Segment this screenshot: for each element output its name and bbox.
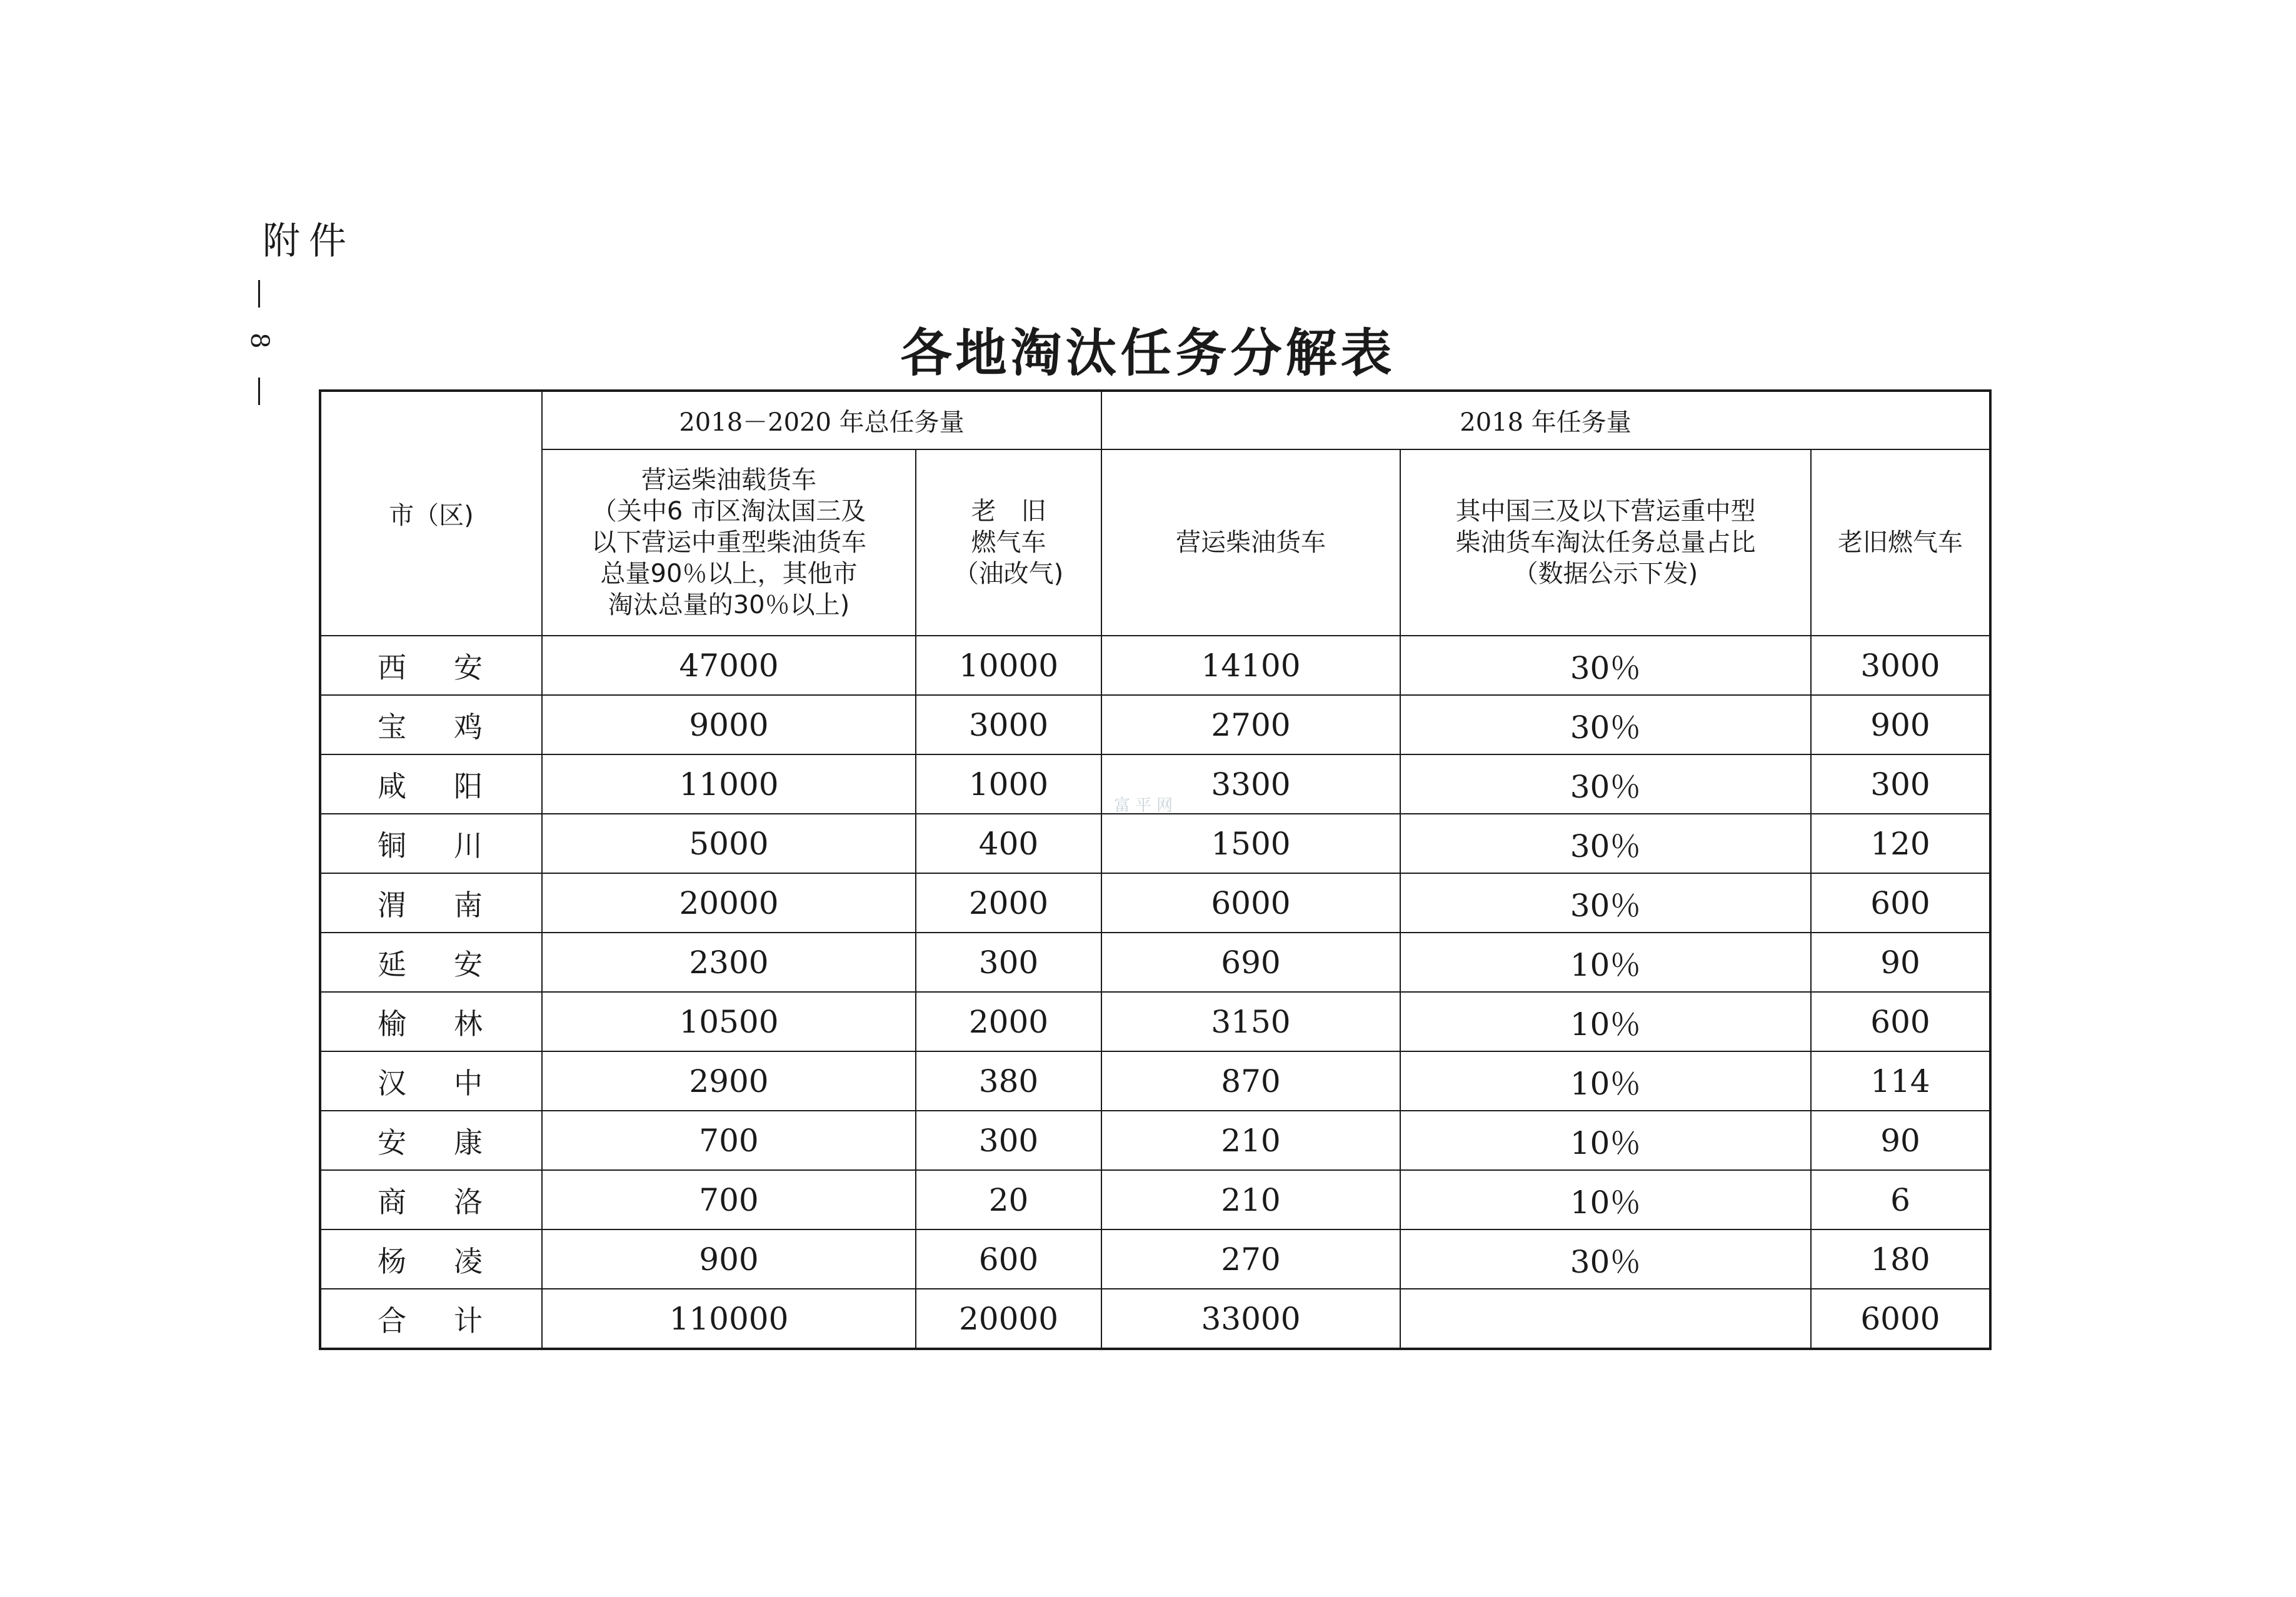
watermark: 富平网	[1114, 796, 1178, 815]
cell-diesel-2018: 210	[1101, 1170, 1400, 1229]
cell-ratio: 30％	[1400, 814, 1811, 873]
cell-gas-2018: 3000	[1811, 636, 1990, 695]
cell-ratio: 30％	[1400, 695, 1811, 754]
header-line: 燃气车	[971, 528, 1046, 557]
table-row	[320, 992, 1990, 1051]
cell-diesel-2018: 870	[1101, 1051, 1400, 1111]
header-line: 老旧燃气车	[1838, 528, 1963, 557]
cell-city: 咸 阳	[320, 754, 542, 814]
table-row	[320, 1051, 1990, 1111]
cell-diesel-total: 110000	[542, 1289, 916, 1349]
table-row	[320, 873, 1990, 933]
cell-diesel-total: 2900	[542, 1051, 916, 1111]
cell-diesel-total: 900	[542, 1229, 916, 1289]
cell-gas-2018: 120	[1811, 814, 1990, 873]
cell-gas-total: 300	[916, 933, 1101, 992]
cell-ratio: 10％	[1400, 992, 1811, 1051]
header-line: （数据公示下发)	[1513, 559, 1698, 588]
cell-gas-2018: 180	[1811, 1229, 1990, 1289]
group-total-label: 年总任务量	[839, 408, 965, 437]
cell-ratio: 30％	[1400, 754, 1811, 814]
cell-diesel-2018: 270	[1101, 1229, 1400, 1289]
cell-gas-2018: 90	[1811, 1111, 1990, 1170]
table-row	[320, 754, 1990, 814]
cell-gas-total: 2000	[916, 873, 1101, 933]
table-row-total	[320, 1289, 1990, 1349]
attachment-label: 附件	[263, 219, 355, 263]
column-header-city: 市（区)	[320, 391, 542, 636]
cell-diesel-2018: 33000	[1101, 1289, 1400, 1349]
cell-gas-2018: 6	[1811, 1170, 1990, 1229]
cell-diesel-total: 2300	[542, 933, 916, 992]
table-row	[320, 1111, 1990, 1170]
header-line: （关中6 市区淘汰国三及	[591, 497, 866, 526]
cell-diesel-total: 20000	[542, 873, 916, 933]
table-row	[320, 695, 1990, 754]
cell-gas-2018: 900	[1811, 695, 1990, 754]
cell-diesel-2018: 6000	[1101, 873, 1400, 933]
cell-ratio: 10％	[1400, 1111, 1811, 1170]
column-header-gas-2018	[1811, 449, 1990, 636]
column-header-diesel-2018	[1101, 449, 1400, 636]
cell-diesel-total: 10500	[542, 992, 916, 1051]
cell-city: 汉 中	[320, 1051, 542, 1111]
cell-ratio	[1400, 1289, 1811, 1349]
header-line: 营运柴油载货车	[641, 466, 816, 494]
cell-gas-2018: 114	[1811, 1051, 1990, 1111]
cell-diesel-2018: 3150	[1101, 992, 1400, 1051]
cell-ratio: 30％	[1400, 873, 1811, 933]
page-title: 各地淘汰任务分解表	[900, 323, 1396, 383]
cell-gas-2018: 600	[1811, 873, 1990, 933]
column-group-total	[542, 391, 1101, 449]
group-total-years: 2018－2020	[679, 408, 831, 437]
cell-gas-total: 300	[916, 1111, 1101, 1170]
cell-diesel-total: 700	[542, 1170, 916, 1229]
cell-city: 延 安	[320, 933, 542, 992]
cell-diesel-total: 47000	[542, 636, 916, 695]
cell-gas-total: 1000	[916, 754, 1101, 814]
cell-gas-2018: 300	[1811, 754, 1990, 814]
cell-city: 安 康	[320, 1111, 542, 1170]
header-line: （油改气)	[953, 559, 1064, 588]
cell-diesel-total: 700	[542, 1111, 916, 1170]
column-header-ratio	[1400, 449, 1811, 636]
cell-ratio: 30％	[1400, 1229, 1811, 1289]
cell-ratio: 10％	[1400, 1170, 1811, 1229]
header-row-group	[320, 391, 1990, 449]
header-line: 淘汰总量的30％以上)	[608, 591, 850, 619]
cell-city: 榆 林	[320, 992, 542, 1051]
table-row	[320, 933, 1990, 992]
cell-gas-2018: 90	[1811, 933, 1990, 992]
cell-city: 西 安	[320, 636, 542, 695]
cell-gas-total: 20000	[916, 1289, 1101, 1349]
page-number: 8	[245, 333, 274, 349]
cell-diesel-2018: 2700	[1101, 695, 1400, 754]
header-line: 营运柴油货车	[1176, 528, 1326, 557]
cell-diesel-2018: 3300	[1101, 754, 1400, 814]
cell-diesel-total: 11000	[542, 754, 916, 814]
cell-city: 商 洛	[320, 1170, 542, 1229]
group-2018-label: 年任务量	[1531, 408, 1632, 437]
header-row-sub	[320, 449, 1990, 636]
cell-gas-total: 2000	[916, 992, 1101, 1051]
cell-gas-total: 3000	[916, 695, 1101, 754]
header-line: 其中国三及以下营运重中型	[1455, 497, 1756, 526]
column-group-2018	[1101, 391, 1990, 449]
column-header-diesel-total	[542, 449, 916, 636]
cell-gas-2018: 600	[1811, 992, 1990, 1051]
header-line: 柴油货车淘汰任务总量占比	[1455, 528, 1756, 557]
cell-city: 铜 川	[320, 814, 542, 873]
column-header-gas-total	[916, 449, 1101, 636]
cell-city: 杨 凌	[320, 1229, 542, 1289]
cell-diesel-total: 5000	[542, 814, 916, 873]
cell-city: 合 计	[320, 1289, 542, 1349]
table-row	[320, 814, 1990, 873]
cell-gas-total: 400	[916, 814, 1101, 873]
cell-gas-total: 20	[916, 1170, 1101, 1229]
cell-gas-2018: 6000	[1811, 1289, 1990, 1349]
cell-ratio: 10％	[1400, 933, 1811, 992]
header-line: 总量90％以上，其他市	[600, 559, 858, 588]
table-row	[320, 1170, 1990, 1229]
cell-diesel-2018: 210	[1101, 1111, 1400, 1170]
header-line: 以下营运中重型柴油货车	[591, 528, 866, 557]
cell-ratio: 30％	[1400, 636, 1811, 695]
table-row	[320, 636, 1990, 695]
cell-gas-total: 380	[916, 1051, 1101, 1111]
cell-diesel-2018: 14100	[1101, 636, 1400, 695]
cell-ratio: 10％	[1400, 1051, 1811, 1111]
task-table	[319, 389, 1992, 1350]
header-line: 老 旧	[971, 497, 1046, 526]
cell-diesel-2018: 690	[1101, 933, 1400, 992]
cell-city: 宝 鸡	[320, 695, 542, 754]
cell-city: 渭 南	[320, 873, 542, 933]
cell-diesel-2018: 1500	[1101, 814, 1400, 873]
cell-gas-total: 600	[916, 1229, 1101, 1289]
group-2018-years: 2018	[1460, 408, 1524, 437]
table-row	[320, 1229, 1990, 1289]
cell-diesel-total: 9000	[542, 695, 916, 754]
page-marker-bar	[258, 280, 260, 308]
cell-gas-total: 10000	[916, 636, 1101, 695]
